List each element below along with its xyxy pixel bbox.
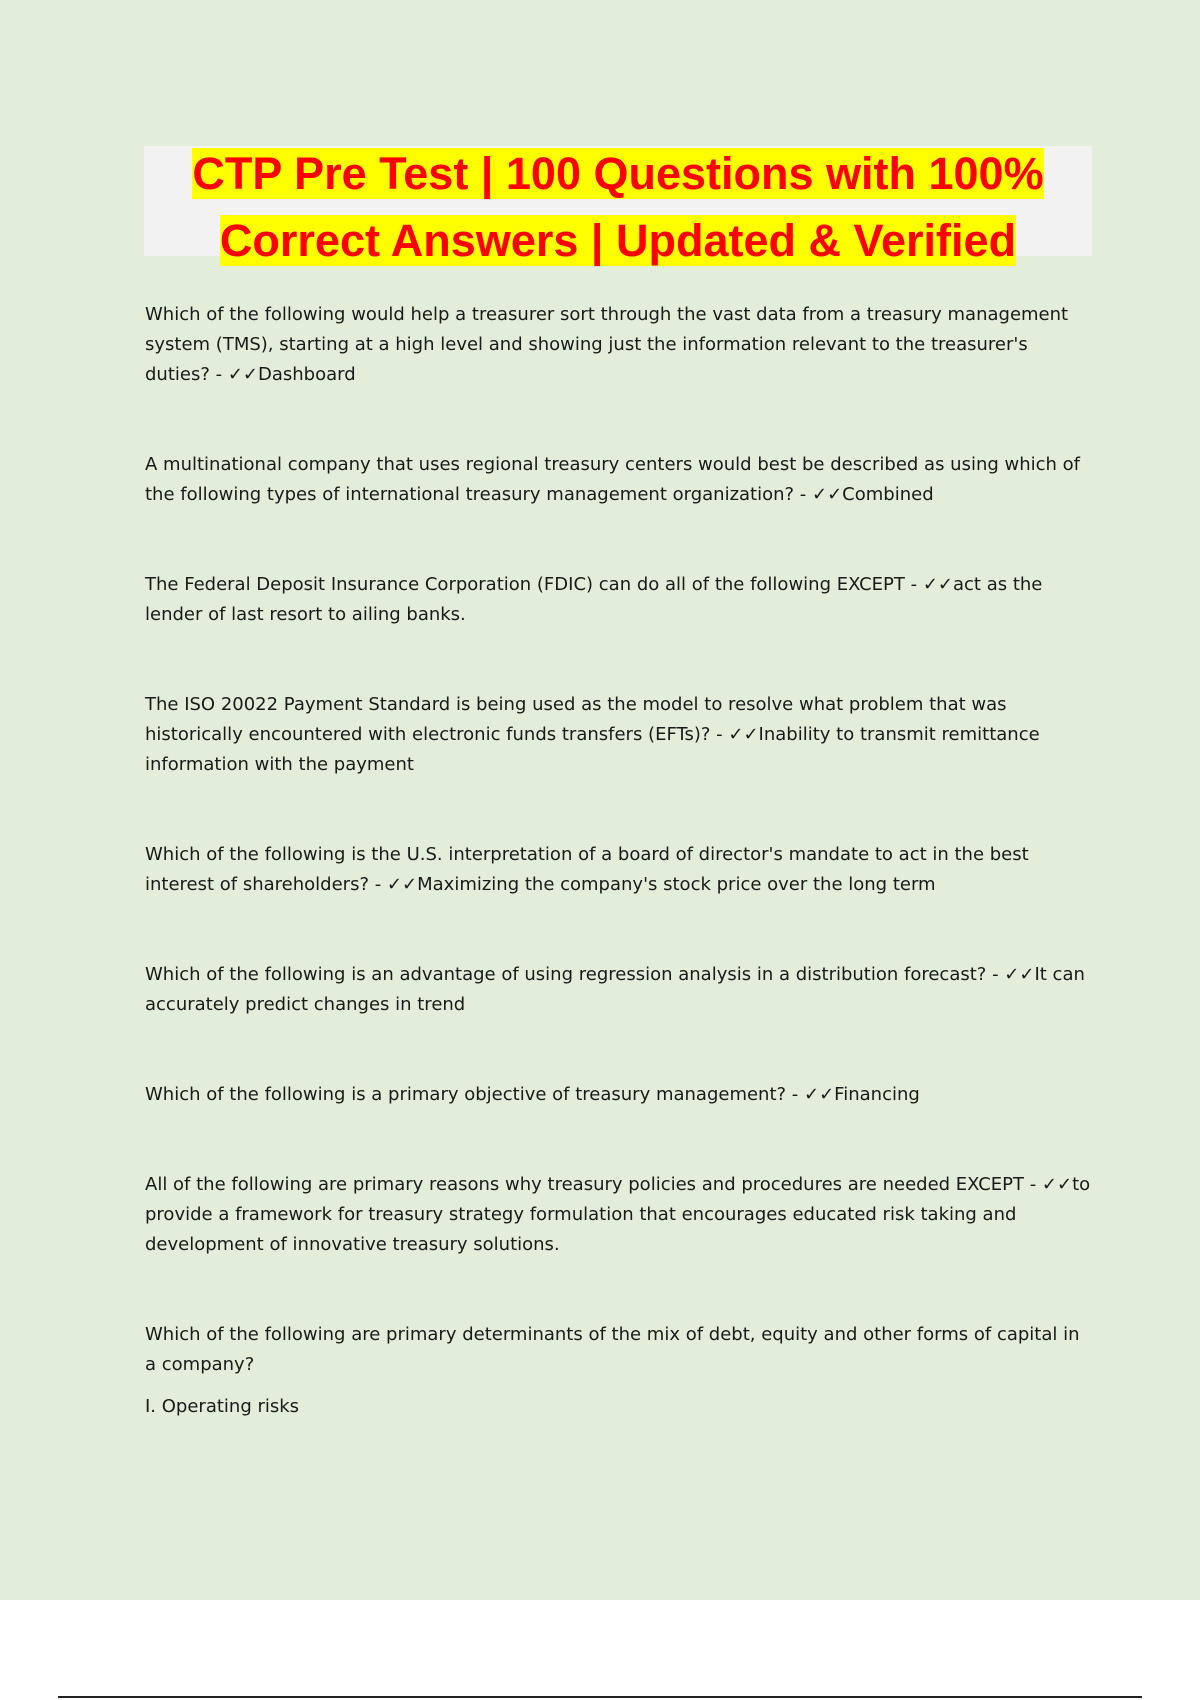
question-item-3: The Federal Deposit Insurance Corporation (FDIC) can do all of the following EXCEPT - ✓✓act as the lender of last resort to ailing banks. — [145, 574, 1043, 625]
question-item-6: Which of the following is an advantage of using regression analysis in a distribution forecast? - ✓✓It can accurately predict changes in trend — [145, 964, 1085, 1015]
question-item-2: A multinational company that uses regional treasury centers would best be described as using which of the following types of international treasury management organization? - ✓✓Combined — [145, 454, 1081, 505]
question-item-7: Which of the following is a primary objective of treasury management? - ✓✓Financing — [145, 1084, 920, 1105]
question-item-9-text: Which of the following are primary determinants of the mix of debt, equity and other forms of capital in a company? — [145, 1324, 1080, 1375]
document-title: CTP Pre Test | 100 Questions with 100% Correct Answers | Updated & Verified — [192, 148, 1044, 266]
title-box — [144, 146, 1092, 266]
question-item-8: All of the following are primary reasons why treasury policies and procedures are needed EXCEPT - ✓✓to provide a framework for treasury strategy formulation that encourages educated risk taking and development of innovative treasury solutions. — [145, 1174, 1091, 1255]
question-item-9-option: I. Operating risks — [145, 1396, 300, 1417]
question-list — [145, 300, 1095, 1422]
question-item-9 — [145, 1320, 1095, 1422]
question-item-1: Which of the following would help a treasurer sort through the vast data from a treasury management system (TMS), starting at a high level and showing just the information relevant to the treasurer's duties? - ✓✓Dashboard — [145, 304, 1069, 385]
footer-divider — [58, 1696, 1142, 1698]
question-item-4: The ISO 20022 Payment Standard is being used as the model to resolve what problem that was historically encountered with electronic funds transfers (EFTs)? - ✓✓Inability to transmit remittance information with the payment — [145, 694, 1040, 775]
question-item-5: Which of the following is the U.S. interpretation of a board of director's mandate to act in the best interest of shareholders? - ✓✓Maximizing the company's stock price over the long term — [145, 844, 1029, 895]
